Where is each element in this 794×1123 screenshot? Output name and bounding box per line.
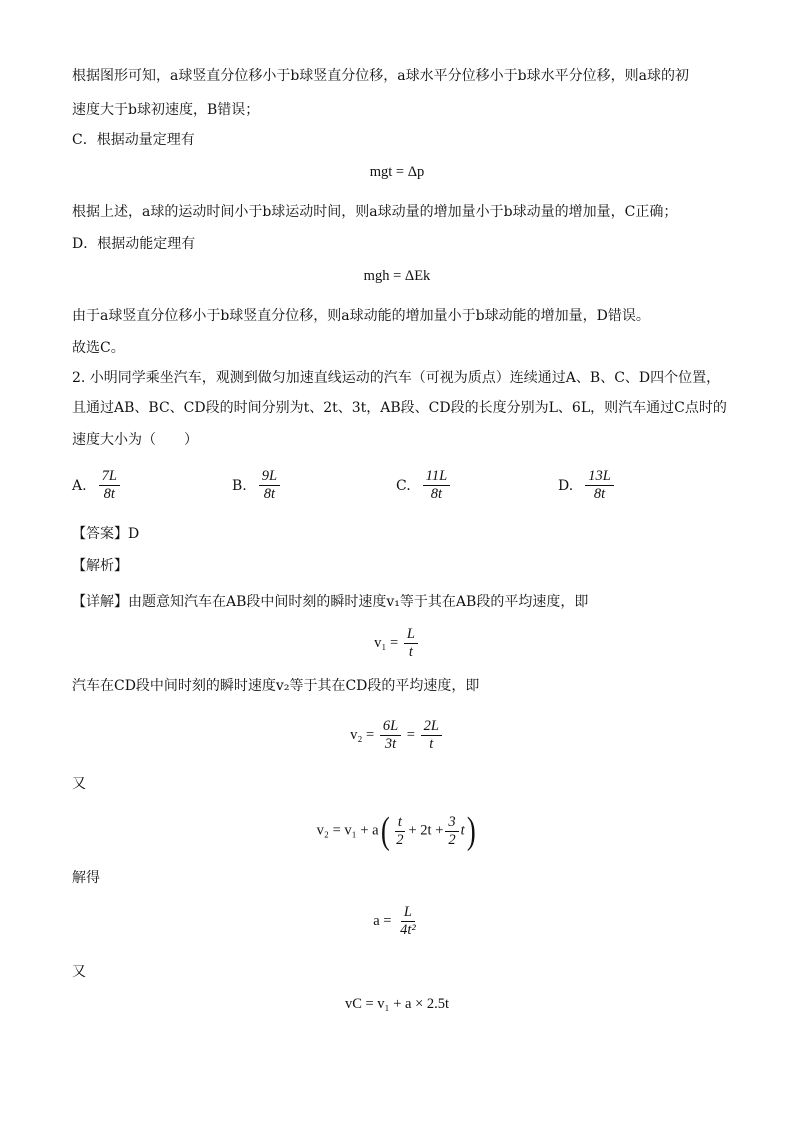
fraction-denominator: 2 — [396, 831, 404, 848]
formula-mid: + 2t + — [408, 822, 444, 839]
fraction — [421, 718, 442, 753]
question-line: 且通过AB、BC、CD段的时间分别为t、2t、3t，AB段、CD段的长度分别为L、6L，则汽车通过C点时的 — [72, 400, 727, 416]
text-line: 速度大于b球初速度，B错误； — [72, 102, 260, 118]
answer-label: 【答案】D — [72, 526, 140, 542]
question-line: 速度大小为（ ） — [72, 432, 198, 448]
fraction-denominator: 8t — [593, 486, 606, 502]
text-line: 根据上述，a球的运动时间小于b球运动时间，则a球动量的增加量小于b球动量的增加量，C正确； — [72, 204, 678, 220]
formula-v2 — [0, 718, 794, 753]
formula-lhs: a = — [373, 912, 392, 929]
fraction-denominator: 3t — [384, 736, 397, 752]
text-line: 由于a球竖直分位移小于b球竖直分位移，则a球动能的增加量小于b球动能的增加量，D错误。 — [72, 308, 650, 324]
formula-lhs: v₁ = — [374, 634, 399, 651]
text-line: 解得 — [72, 870, 100, 886]
option-label: C. — [396, 477, 411, 494]
option-a[interactable] — [72, 468, 122, 503]
formula-energy: mgh = ΔEk — [363, 268, 431, 284]
option-d[interactable] — [558, 468, 616, 503]
fraction-denominator: 8t — [263, 486, 276, 502]
fraction-numerator: L — [404, 626, 418, 644]
formula-lhs: v₂ = — [350, 726, 375, 743]
fraction-numerator: 7L — [99, 468, 120, 486]
text-line: D．根据动能定理有 — [72, 236, 196, 252]
formula-a — [0, 904, 794, 939]
formula-momentum: mgt = Δp — [369, 164, 425, 180]
fraction-numerator: 11L — [423, 468, 451, 486]
fraction — [380, 718, 401, 753]
fraction-denominator: t — [408, 644, 413, 660]
fraction-numerator: t — [395, 814, 405, 832]
text-line: 根据图形可知，a球竖直分位移小于b球竖直分位移，a球水平分位移小于b球水平分位移，则a球的初 — [72, 68, 689, 84]
fraction — [445, 814, 458, 849]
text-line: 故选C。 — [72, 340, 125, 356]
formula-v1 — [0, 626, 794, 661]
option-fraction — [423, 468, 451, 503]
fraction-numerator: L — [401, 904, 415, 922]
option-label: D. — [558, 477, 574, 494]
fraction-denominator: 8t — [430, 486, 443, 502]
fraction-numerator: 6L — [380, 718, 401, 736]
fraction-numerator: 3 — [445, 814, 458, 832]
fraction-numerator: 9L — [259, 468, 280, 486]
formula-vc: vC = v₁ + a × 2.5t — [344, 996, 450, 1012]
fraction-denominator: 2 — [448, 831, 456, 848]
text-line: 又 — [72, 964, 86, 980]
text-line: 又 — [72, 776, 86, 792]
fraction — [393, 814, 406, 849]
equals-sign: = — [406, 726, 415, 743]
formula-tail: t — [460, 822, 465, 839]
fraction — [397, 904, 419, 939]
fraction — [404, 626, 418, 661]
analysis-label: 【解析】 — [72, 558, 128, 574]
fraction-denominator: 4t² — [400, 922, 416, 938]
formula-lhs: v₂ = v₁ + a — [316, 822, 379, 839]
text-line: C．根据动量定理有 — [72, 132, 195, 148]
option-fraction — [99, 468, 120, 503]
fraction-numerator: 2L — [421, 718, 442, 736]
option-fraction — [585, 468, 614, 503]
detail-line: 汽车在CD段中间时刻的瞬时速度v₂等于其在CD段的平均速度，即 — [72, 678, 480, 694]
fraction-denominator: t — [429, 736, 434, 752]
fraction-numerator: 13L — [585, 468, 614, 486]
formula-v2-expand: v₂ = v₁ + a( $\frac{t}{2}$ + 2t + $\frac{3}{2}$ t) — [316, 810, 476, 852]
option-label: A. — [72, 477, 87, 494]
option-label: B. — [232, 477, 247, 494]
option-fraction — [259, 468, 280, 503]
option-b[interactable] — [232, 468, 282, 503]
question-line: 2. 小明同学乘坐汽车，观测到做匀加速直线运动的汽车（可视为质点）连续通过A、B、C、D四个位置， — [72, 370, 721, 386]
detail-line: 【详解】由题意知汽车在AB段中间时刻的瞬时速度v₁等于其在AB段的平均速度，即 — [72, 594, 589, 610]
option-c[interactable] — [396, 468, 452, 503]
fraction-denominator: 8t — [103, 486, 115, 502]
